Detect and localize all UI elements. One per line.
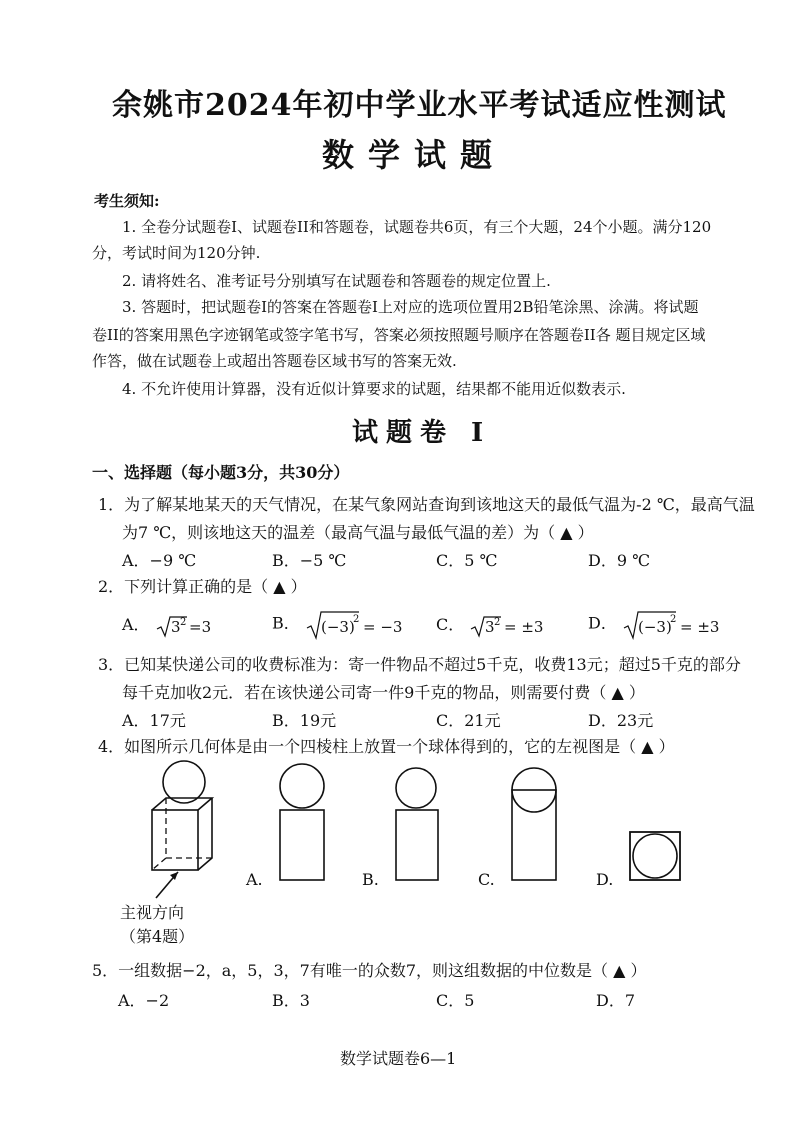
q3-option-d[interactable]: D．23元 bbox=[588, 711, 654, 730]
q2-option-b-formula bbox=[305, 608, 409, 640]
question-2-line: 2．下列计算正确的是（ ▲ ） bbox=[98, 577, 307, 596]
q2-option-d-label: D． bbox=[588, 613, 617, 633]
svg-text:(−3): (−3) bbox=[637, 618, 672, 636]
notice-heading: 考生须知: bbox=[94, 192, 160, 210]
question-3-line: 每千克加收2元．若在该快递公司寄一件9千克的物品，则需要付费（ ▲ ） bbox=[122, 683, 645, 702]
q2-option-b[interactable] bbox=[272, 608, 409, 640]
svg-text:= −3: = −3 bbox=[362, 618, 403, 636]
q3-option-b[interactable]: B．19元 bbox=[272, 711, 337, 730]
q2-option-a[interactable] bbox=[122, 612, 215, 639]
q1-option-d[interactable]: D．9 ℃ bbox=[588, 551, 650, 570]
q1-option-c[interactable]: C．5 ℃ bbox=[436, 551, 498, 570]
q4-option-a[interactable]: A. bbox=[246, 870, 263, 889]
svg-text:2: 2 bbox=[179, 616, 187, 628]
q2-option-d-formula bbox=[622, 608, 730, 640]
question-1-line: 1．为了解某地某天的天气情况，在某气象网站查询到该地这天的最低气温为-2 ℃，最高气温 bbox=[98, 495, 755, 514]
notice-line: 3. 答题时，把试题卷I的答案在答题卷I上对应的选项位置用2B铅笔涂黑、涂满。将试题 bbox=[122, 298, 699, 316]
q2-option-c-label: C． bbox=[436, 615, 465, 634]
q5-option-d[interactable]: D．7 bbox=[596, 991, 636, 1010]
notice-line: 卷II的答案用黑色字迹钢笔或签字笔书写，答案必须按照题号顺序在答题卷II各 题目规定区域 bbox=[92, 326, 706, 344]
notice-line: 作答，做在试题卷上或超出答题卷区域书写的答案无效. bbox=[92, 352, 457, 370]
svg-text:= ±3: = ±3 bbox=[504, 617, 544, 636]
notice-line: 2. 请将姓名、准考证号分别填写在试题卷和答题卷的规定位置上. bbox=[122, 272, 551, 290]
q5-option-b[interactable]: B．3 bbox=[272, 991, 310, 1010]
svg-text:2: 2 bbox=[352, 614, 360, 625]
svg-text:(−3): (−3) bbox=[320, 618, 355, 636]
q3-option-c[interactable]: C．21元 bbox=[436, 711, 501, 730]
q2-option-a-label: A． bbox=[122, 615, 150, 634]
notice-line: 分，考试时间为120分钟. bbox=[92, 244, 261, 262]
q5-option-c[interactable]: C．5 bbox=[436, 991, 475, 1010]
q4-option-b-figure bbox=[394, 766, 444, 890]
svg-text:2: 2 bbox=[669, 614, 677, 625]
q1-option-b[interactable]: B．−5 ℃ bbox=[272, 551, 347, 570]
page-footer: 数学试题卷6—1 bbox=[340, 1049, 457, 1068]
exam-title: 余姚市2024年初中学业水平考试适应性测试 bbox=[112, 88, 727, 123]
q4-option-c[interactable]: C. bbox=[478, 870, 495, 889]
q4-option-d-figure bbox=[628, 830, 684, 890]
svg-text:=3: =3 bbox=[188, 617, 211, 636]
q4-option-d[interactable]: D. bbox=[596, 870, 614, 889]
exam-subtitle: 数学试题 bbox=[322, 136, 507, 174]
notice-line: 4. 不允许使用计算器，没有近似计算要求的试题，结果都不能用近似数表示. bbox=[122, 380, 626, 398]
q4-caption-direction: 主视方向 bbox=[120, 903, 185, 922]
q4-option-a-figure bbox=[278, 762, 328, 886]
svg-text:3: 3 bbox=[485, 617, 495, 636]
q4-option-c-figure bbox=[510, 766, 560, 890]
q5-option-a[interactable]: A．−2 bbox=[118, 991, 170, 1010]
notice-line: 1. 全卷分试题卷I、试题卷II和答题卷，试题卷共6页，有三个大题，24个小题。满分120 bbox=[122, 218, 712, 236]
q4-option-b[interactable]: B. bbox=[362, 870, 379, 889]
q2-option-b-label: B． bbox=[272, 613, 300, 633]
section-title: 试题卷 I bbox=[352, 418, 492, 448]
q2-option-a-formula bbox=[155, 613, 215, 639]
svg-text:= ±3: = ±3 bbox=[679, 618, 720, 636]
q2-option-d[interactable] bbox=[588, 608, 730, 640]
q2-option-c-formula bbox=[469, 613, 549, 639]
question-4-line: 4．如图所示几何体是由一个四棱柱上放置一个球体得到的，它的左视图是（ ▲ ） bbox=[98, 737, 675, 756]
svg-text:2: 2 bbox=[494, 616, 501, 628]
question-5-line: 5．一组数据−2，a，5，3，7有唯一的众数7，则这组数据的中位数是（ ▲ ） bbox=[92, 961, 647, 980]
q4-caption: （第4题） bbox=[120, 927, 195, 946]
q3-option-a[interactable]: A．17元 bbox=[122, 711, 186, 730]
question-3-line: 3．已知某快递公司的收费标准为：寄一件物品不超过5千克，收费13元；超过5千克的部分 bbox=[98, 655, 741, 674]
q1-option-a[interactable]: A．−9 ℃ bbox=[122, 551, 197, 570]
question-1-line: 为7 ℃，则该地这天的温差（最高气温与最低气温的差）为（ ▲ ） bbox=[122, 523, 594, 542]
part-heading: 一、选择题（每小题3分，共30分） bbox=[92, 463, 350, 482]
q2-option-c[interactable] bbox=[436, 612, 549, 639]
svg-text:3: 3 bbox=[170, 617, 181, 636]
